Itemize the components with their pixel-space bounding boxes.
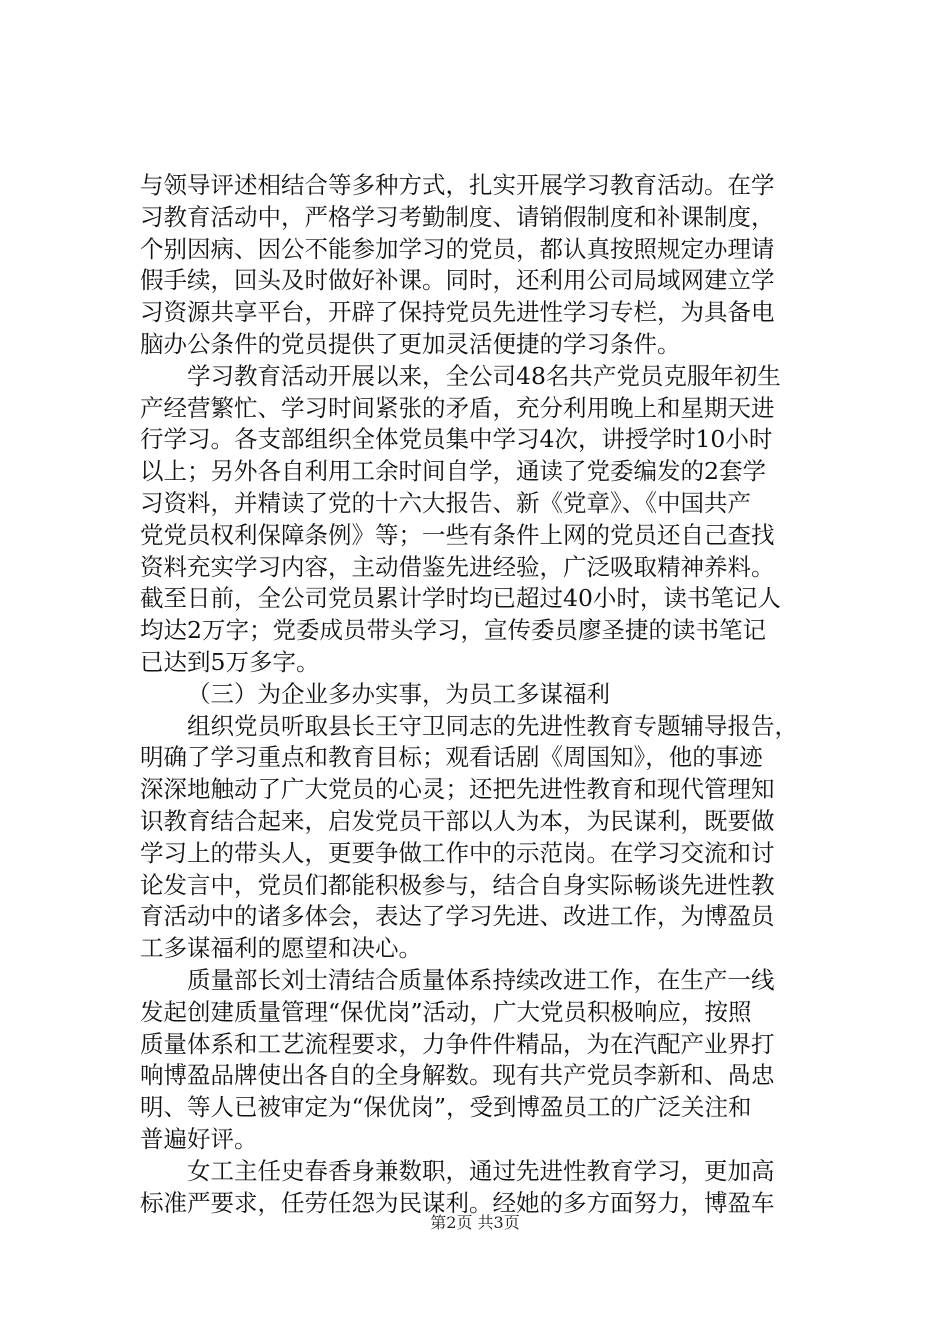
text-line: 资料充实学习内容，主动借鉴先进经验，广泛吸取精神养料。 [140, 552, 775, 581]
text-line: 质量体系和工艺流程要求，力争件件精品，为在汽配产业界打 [140, 1029, 775, 1058]
text-line: 习资源共享平台，开辟了保持党员先进性学习专栏，为具备电 [140, 298, 775, 327]
text-line: 标准严要求，任劳任怨为民谋利。经她的多方面努力，博盈车 [140, 1188, 775, 1217]
page-number-footer: 第2页 共3页 [430, 1213, 520, 1232]
text-line: 明、等人已被审定为“保优岗”，受到博盈员工的广泛关注和 [140, 1093, 752, 1122]
text-line: 假手续，回头及时做好补课。同时，还利用公司局域网建立学 [140, 266, 775, 295]
section-heading: （三）为企业多办实事，为员工多谋福利 [187, 679, 610, 708]
text-line: 行学习。各支部组织全体党员集中学习4次，讲授学时10小时 [140, 425, 773, 454]
text-line: 发起创建质量管理“保优岗”活动，广大党员积极响应，按照 [140, 997, 752, 1026]
text-line: 党党员权利保障条例》等；一些有条件上网的党员还自己查找 [140, 520, 775, 549]
text-line: 已达到5万多字。 [140, 647, 320, 676]
text-line: 习资料，并精读了党的十六大报告、新《党章》、《中国共产 [140, 488, 751, 517]
text-line: 明确了学习重点和教育目标；观看话剧《周国知》，他的事迹 [140, 743, 763, 772]
document-body [140, 170, 840, 1219]
text-line: 脑办公条件的党员提供了更加灵活便捷的学习条件。 [140, 329, 681, 358]
text-line: 响博盈品牌使出各自的全身解数。现有共产党员李新和、咼忠 [140, 1061, 775, 1090]
text-line: 以上；另外各自利用工余时间自学，通读了党委编发的2套学 [140, 457, 766, 486]
text-line: 识教育结合起来，启发党员干部以人为本，为民谋利，既要做 [140, 806, 775, 835]
text-line: 与领导评述相结合等多种方式，扎实开展学习教育活动。在学 [140, 171, 775, 199]
text-line: 学习上的带头人，更要争做工作中的示范岗。在学习交流和讨 [140, 838, 775, 867]
text-line: 个别因病、因公不能参加学习的党员，都认真按照规定办理请 [140, 234, 775, 263]
text-line: 普遍好评。 [140, 1124, 258, 1153]
text-line: 习教育活动中，严格学习考勤制度、请销假制度和补课制度， [140, 202, 775, 231]
text-line: 均达2万字；党委成员带头学习，宣传委员廖圣捷的读书笔记 [140, 616, 766, 645]
paragraph-first-line: 组织党员听取县长王守卫同志的先进性教育专题辅导报告， [187, 711, 798, 740]
paragraph-first-line: 质量部长刘士清结合质量体系持续改进工作，在生产一线 [187, 965, 775, 994]
text-line: 论发言中，党员们都能积极参与，结合自身实际畅谈先进性教 [140, 870, 775, 899]
paragraph-first-line: 学习教育活动开展以来，全公司48名共产党员克服年初生 [187, 361, 781, 390]
text-line: 产经营繁忙、学习时间紧张的矛盾，充分利用晚上和星期天进 [140, 393, 775, 422]
text-line: 育活动中的诸多体会，表达了学习先进、改进工作，为博盈员 [140, 902, 775, 931]
text-line: 截至日前，全公司党员累计学时均已超过40小时，读书笔记人 [140, 584, 781, 613]
paragraph-first-line: 女工主任史春香身兼数职，通过先进性教育学习，更加高 [187, 1156, 775, 1185]
text-line: 深深地触动了广大党员的心灵；还把先进性教育和现代管理知 [140, 775, 775, 804]
text-line: 工多谋福利的愿望和决心。 [140, 934, 422, 963]
